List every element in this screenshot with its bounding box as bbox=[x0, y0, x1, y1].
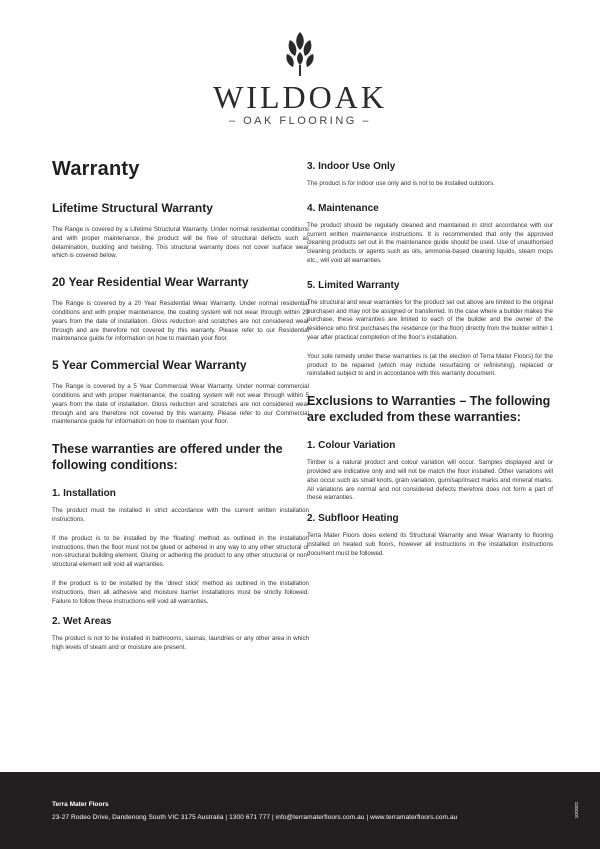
subfloor-heating-heading: 2. Subfloor Heating bbox=[307, 513, 399, 525]
wildoak-leaf-logo-icon bbox=[280, 30, 320, 78]
page-title: Warranty bbox=[52, 158, 140, 180]
right-column bbox=[307, 161, 553, 569]
indoor-use-text: The product is for indoor use only and is not to be installed outdoors. bbox=[307, 180, 495, 187]
maintenance-heading: 4. Maintenance bbox=[307, 202, 379, 214]
wet-areas-text: The product is not to be installed in bathrooms, saunas, laundries or any other area in which high levels of steam and or moisture are present. bbox=[52, 635, 309, 652]
footer-contact-line: 23-27 Rodeo Drive, Dandenong South VIC 3175 Australia | 1300 671 777 | info@terramaterfloors.com.au | www.terramaterfloors.com.au bbox=[52, 814, 458, 821]
conditions-heading: These warranties are offered under the following conditions: bbox=[52, 442, 283, 473]
commercial-wear-heading: 5 Year Commercial Wear Warranty bbox=[52, 358, 247, 373]
colour-variation-text: Timber is a natural product and colour variation will occur. Samples displayed and or provided are indicative only and will not be match the floor installed. Other variations will also occur such as small knots, grain variation, gum/sap/insect marks and mineral marks. All variations are normal and not considered defects therefore does not form a part of these warranties. bbox=[307, 459, 553, 502]
left-column bbox=[52, 158, 309, 663]
brand-tagline-text: OAK FLOORING bbox=[243, 115, 357, 127]
lifetime-structural-text: The Range is covered by a Lifetime Structural Warranty. Under normal residential conditions and with proper maintenance, the product will be free of structural defects such as delamination, buckling and twisting. This structural warranty does not cover surface wear which is covered below. bbox=[52, 226, 309, 260]
indoor-use-heading: 3. Indoor Use Only bbox=[307, 161, 396, 172]
maintenance-text: The product should be regularly cleaned and maintained in strict accordance with our current written maintenance instructions. It is recommended that only the approved cleaning products set out in the maintenance guide should be used. Use of unauthorised cleaning products or agents such as oils, ammonia-based cleaning liquids, steam mops etc., will void all warranties. bbox=[307, 221, 553, 264]
lifetime-structural-heading: Lifetime Structural Warranty bbox=[52, 201, 213, 215]
commercial-wear-text: The Range is covered by a 5 Year Commercial Wear Warranty. Under normal commercial conditions and with proper maintenance, the coating system will not wear through within 5 years from the date of installation. Gloss reduction and scratches are not considered wear through and are therefore not covered by this warranty. Please refer to our Commercial maintenance guide for information on how to maintain your floor. bbox=[52, 383, 309, 426]
installation-text-1: The product must be installed in strict accordance with the current written installation instructions. bbox=[52, 507, 309, 523]
brand-name: WILDOAK bbox=[213, 79, 387, 115]
limited-warranty-text-2: Your sole remedy under these warranties is (at the election of Terra Mater Floors) for the product to be repaired (which may include resurfacing or refinishing), replaced or reinstalled subject to and in accordance with this warranty document. bbox=[307, 352, 553, 378]
installation-heading: 1. Installation bbox=[52, 488, 116, 500]
wet-areas-heading: 2. Wet Areas bbox=[52, 616, 112, 628]
residential-wear-heading: 20 Year Residential Wear Warranty bbox=[52, 275, 249, 290]
installation-text-2: If the product is to be installed by the ‘floating’ method as outlined in the installation instructions, then the floor must not be glued or adhered in any way to any other structural or non-structural building element. Gluing or adhering the product to any other structural or non-structural element will void all warranties. bbox=[52, 534, 309, 569]
subfloor-heating-text: Terra Mater Floors does extend its Structural Warranty and Wear Warranty to flooring installed on heated sub floors, however all instructions in the installation instructions document must be followed. bbox=[307, 532, 553, 557]
document-code: 10/2022 bbox=[574, 802, 579, 819]
limited-warranty-text-1: The structural and wear warranties for the product set out above are limited to the original purchaser and may not be assigned or transferred. In the case where a builder makes the purchase, these warranties are limited to each of the builder and the owner of the residence who first purchases the residence (or the floor) directly from the builder within 1 year after practical completion of the floor’s installation. bbox=[307, 298, 553, 341]
footer-company: Terra Mater Floors bbox=[52, 801, 109, 808]
installation-text-3: If the product is to be installed by the ‘direct stick’ method as outlined in the installation instructions, then all adhesive and moisture barrier installations must be strictly followed. Failure to follow these instructions will void all warranties. bbox=[52, 579, 309, 605]
brand-logo bbox=[0, 30, 600, 127]
colour-variation-heading: 1. Colour Variation bbox=[307, 440, 396, 452]
brand-tagline: – OAK FLOORING – bbox=[228, 115, 372, 127]
residential-wear-text: The Range is covered by a 20 Year Residential Wear Warranty. Under normal residential conditions and with proper maintenance, the coating system will not wear through within 20 years from the date of installation. Gloss reduction and scratches are not considered wear through and are therefore not covered by this warranty. Please refer to our Residential maintenance guide for information on how to maintain your floor. bbox=[52, 300, 309, 343]
footer bbox=[0, 772, 600, 849]
limited-warranty-heading: 5. Limited Warranty bbox=[307, 279, 400, 291]
exclusions-heading: Exclusions to Warranties – The following are excluded from these warranties: bbox=[307, 394, 551, 425]
